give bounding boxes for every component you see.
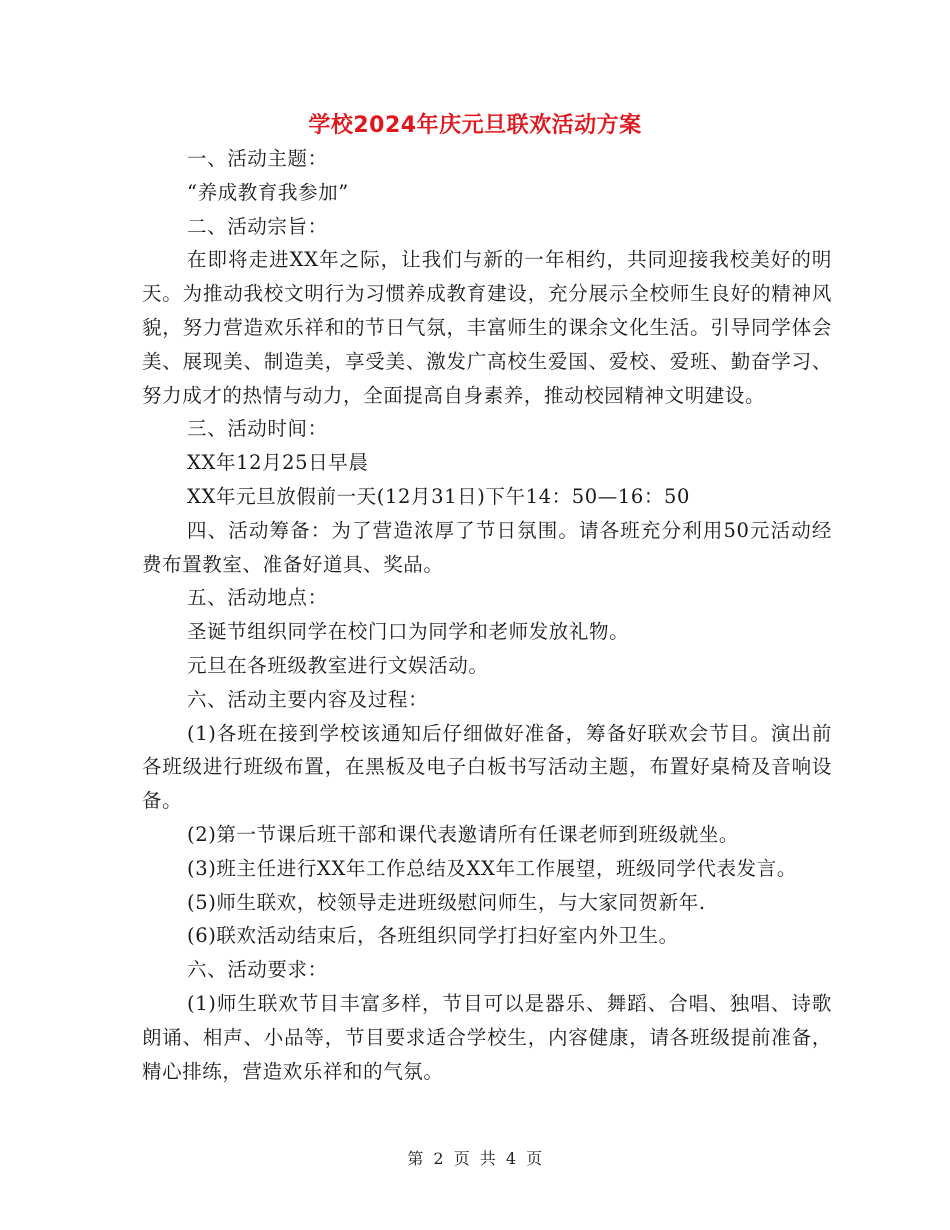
section-heading-purpose: 二、活动宗旨： — [187, 214, 328, 238]
page-footer: 第 2 页 共 4 页 — [407, 1149, 543, 1168]
paragraph: XX年12月25日早晨 — [187, 451, 369, 475]
document-body — [142, 142, 832, 1088]
section-heading-content: 六、活动主要内容及过程： — [187, 687, 429, 711]
section-heading-location: 五、活动地点： — [187, 586, 328, 610]
paragraph: “养成教育我参加” — [187, 180, 349, 204]
paragraph: (1)各班在接到学校该通知后仔细做好准备，筹备好联欢会节目。演出前各班级进行班级布置，在黑板及电子白板书写活动主题，布置好桌椅及音响设备。 — [142, 721, 832, 813]
section-heading-preparation: 四、活动筹备：为了营造浓厚了节日氛围。请各班充分利用50元活动经费布置教室、准备好道具、奖品。 — [142, 518, 832, 576]
section-heading-requirements: 六、活动要求： — [187, 958, 328, 982]
paragraph: XX年元旦放假前一天(12月31日)下午14：50—16：50 — [187, 484, 690, 508]
paragraph: (6)联欢活动结束后，各班组织同学打扫好室内外卫生。 — [187, 924, 679, 948]
paragraph: 圣诞节组织同学在校门口为同学和老师发放礼物。 — [187, 620, 630, 644]
section-heading-theme: 一、活动主题： — [187, 147, 328, 170]
paragraph: 在即将走进XX年之际，让我们与新的一年相约，共同迎接我校美好的明天。为推动我校文明行为习惯养成教育建设，充分展示全校师生良好的精神风貌，努力营造欢乐祥和的节日气氛，丰富师生的课余文化生活。引导同学体会美、展现美、制造美，享受美、激发广高校生爱国、爱校、爱班、勤奋学习、努力成才的热情与动力，全面提高自身素养，推动校园精神文明建设。 — [142, 248, 832, 407]
paragraph: (2)第一节课后班干部和课代表邀请所有任课老师到班级就坐。 — [187, 822, 740, 846]
document-title: 学校2024年庆元旦联欢活动方案 — [308, 113, 642, 138]
section-heading-time: 三、活动时间： — [187, 417, 328, 441]
paragraph: 元旦在各班级教室进行文娱活动。 — [187, 653, 489, 677]
paragraph: (5)师生联欢，校领导走进班级慰问师生，与大家同贺新年. — [187, 890, 706, 914]
paragraph: (1)师生联欢节目丰富多样，节目可以是器乐、舞蹈、合唱、独唱、诗歌朗诵、相声、小品等，节目要求适合学校生，内容健康，请各班级提前准备，精心排练，营造欢乐祥和的气氛。 — [142, 991, 832, 1083]
paragraph: (3)班主任进行XX年工作总结及XX年工作展望，班级同学代表发言。 — [187, 856, 797, 880]
